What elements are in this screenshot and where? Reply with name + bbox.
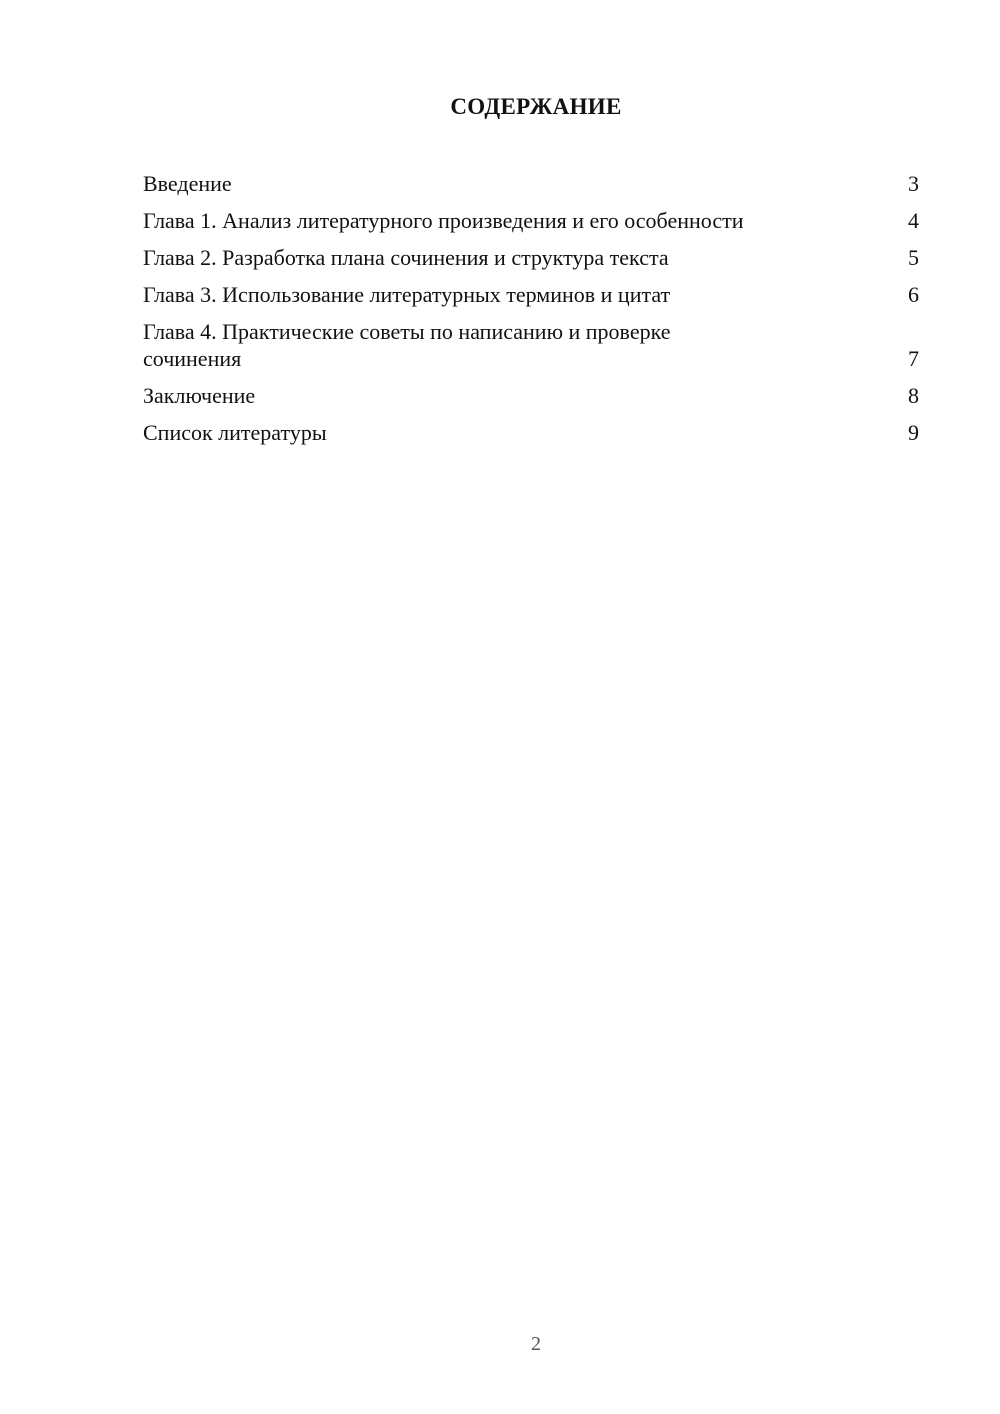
toc-entry-page: 5	[908, 245, 919, 270]
toc-entry-conclusion	[143, 382, 919, 409]
toc-entry-introduction	[143, 170, 919, 197]
toc-entry-page: 6	[908, 282, 919, 307]
toc-entry-label: Список литературы	[143, 420, 327, 445]
toc-entry-chapter-2	[143, 244, 919, 271]
page-number: 2	[531, 1333, 541, 1355]
toc-entry-label: Глава 2. Разработка плана сочинения и структура текста	[143, 245, 669, 270]
toc-entry-page: 3	[908, 171, 919, 196]
toc-entry-label: Глава 3. Использование литературных терминов и цитат	[143, 282, 671, 307]
toc-entry-label: Заключение	[143, 383, 256, 408]
toc-entry-page: 8	[908, 383, 919, 408]
toc-entry-bibliography	[143, 419, 919, 446]
toc-entry-page: 9	[908, 420, 919, 445]
table-of-contents	[143, 170, 919, 456]
toc-entry-page: 4	[908, 208, 919, 233]
toc-entry-label: Введение	[143, 171, 232, 196]
page-title: СОДЕРЖАНИЕ	[450, 94, 622, 119]
toc-entry-label: Глава 1. Анализ литературного произведения и его особенности	[143, 208, 744, 233]
toc-entry-page: 7	[908, 346, 919, 371]
toc-entry-chapter-4	[143, 318, 919, 372]
toc-entry-chapter-1	[143, 207, 919, 234]
toc-entry-label: Глава 4. Практические советы по написанию и проверке сочинения	[143, 319, 671, 371]
toc-entry-chapter-3	[143, 281, 919, 308]
